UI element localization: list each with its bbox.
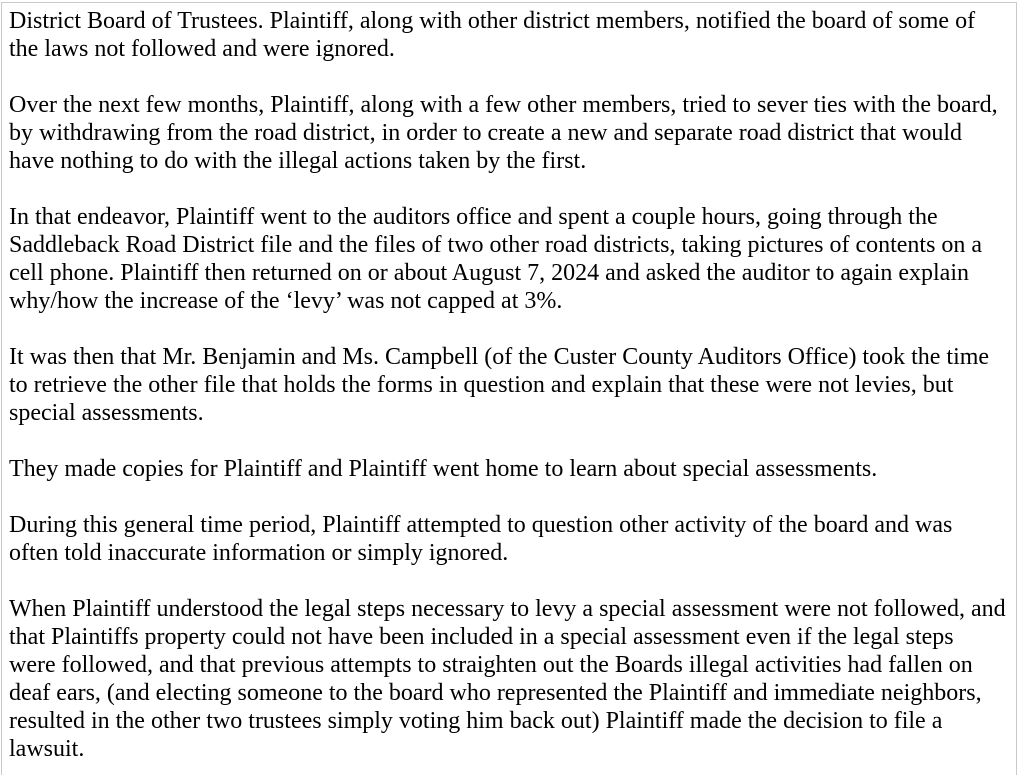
text-line: It was then that Mr. Benjamin and Ms. Campbell (of the Custer County Auditors Office) took the time <box>9 344 990 370</box>
text-line: were followed, and that previous attempts to straighten out the Boards illegal activities had fallen on <box>9 652 973 678</box>
text-line: special assessments. <box>9 400 204 426</box>
text-line: District Board of Trustees. Plaintiff, along with other district members, notified the board of some of <box>9 8 976 34</box>
text-line: have nothing to do with the illegal actions taken by the first. <box>9 148 587 174</box>
text-line: During this general time period, Plaintiff attempted to question other activity of the board and was <box>9 512 953 538</box>
text-line: resulted in the other two trustees simply voting him back out) Plaintiff made the decision to file a <box>9 708 943 734</box>
paragraph <box>9 511 1012 567</box>
paragraph <box>9 455 1012 483</box>
text-line: why/how the increase of the ‘levy’ was not capped at 3%. <box>9 288 563 314</box>
text-line: deaf ears, (and electing someone to the board who represented the Plaintiff and immediate neighbors, <box>9 680 982 706</box>
document-page <box>1 2 1017 775</box>
text-line: to retrieve the other file that holds the forms in question and explain that these were not levies, but <box>9 372 954 398</box>
text-line: In that endeavor, Plaintiff went to the auditors office and spent a couple hours, going through the <box>9 204 938 230</box>
text-line: that Plaintiffs property could not have been included in a special assessment even if the legal steps <box>9 624 954 650</box>
text-line: often told inaccurate information or simply ignored. <box>9 540 509 566</box>
paragraph <box>9 203 1012 315</box>
paragraph <box>9 595 1012 763</box>
text-line: Over the next few months, Plaintiff, along with a few other members, tried to sever ties with the board, <box>9 92 998 118</box>
paragraph <box>9 343 1012 427</box>
paragraph <box>9 91 1012 175</box>
text-line: When Plaintiff understood the legal steps necessary to levy a special assessment were not followed, and <box>9 596 1006 622</box>
text-line: lawsuit. <box>9 736 85 762</box>
text-line: cell phone. Plaintiff then returned on or about August 7, 2024 and asked the auditor to again explain <box>9 260 969 286</box>
document-text <box>2 3 1016 763</box>
text-line: Saddleback Road District file and the files of two other road districts, taking pictures of contents on a <box>9 232 983 258</box>
text-line: They made copies for Plaintiff and Plaintiff went home to learn about special assessments. <box>9 456 878 482</box>
text-line: the laws not followed and were ignored. <box>9 36 395 62</box>
paragraph <box>9 7 1012 63</box>
text-line: by withdrawing from the road district, in order to create a new and separate road district that would <box>9 120 963 146</box>
